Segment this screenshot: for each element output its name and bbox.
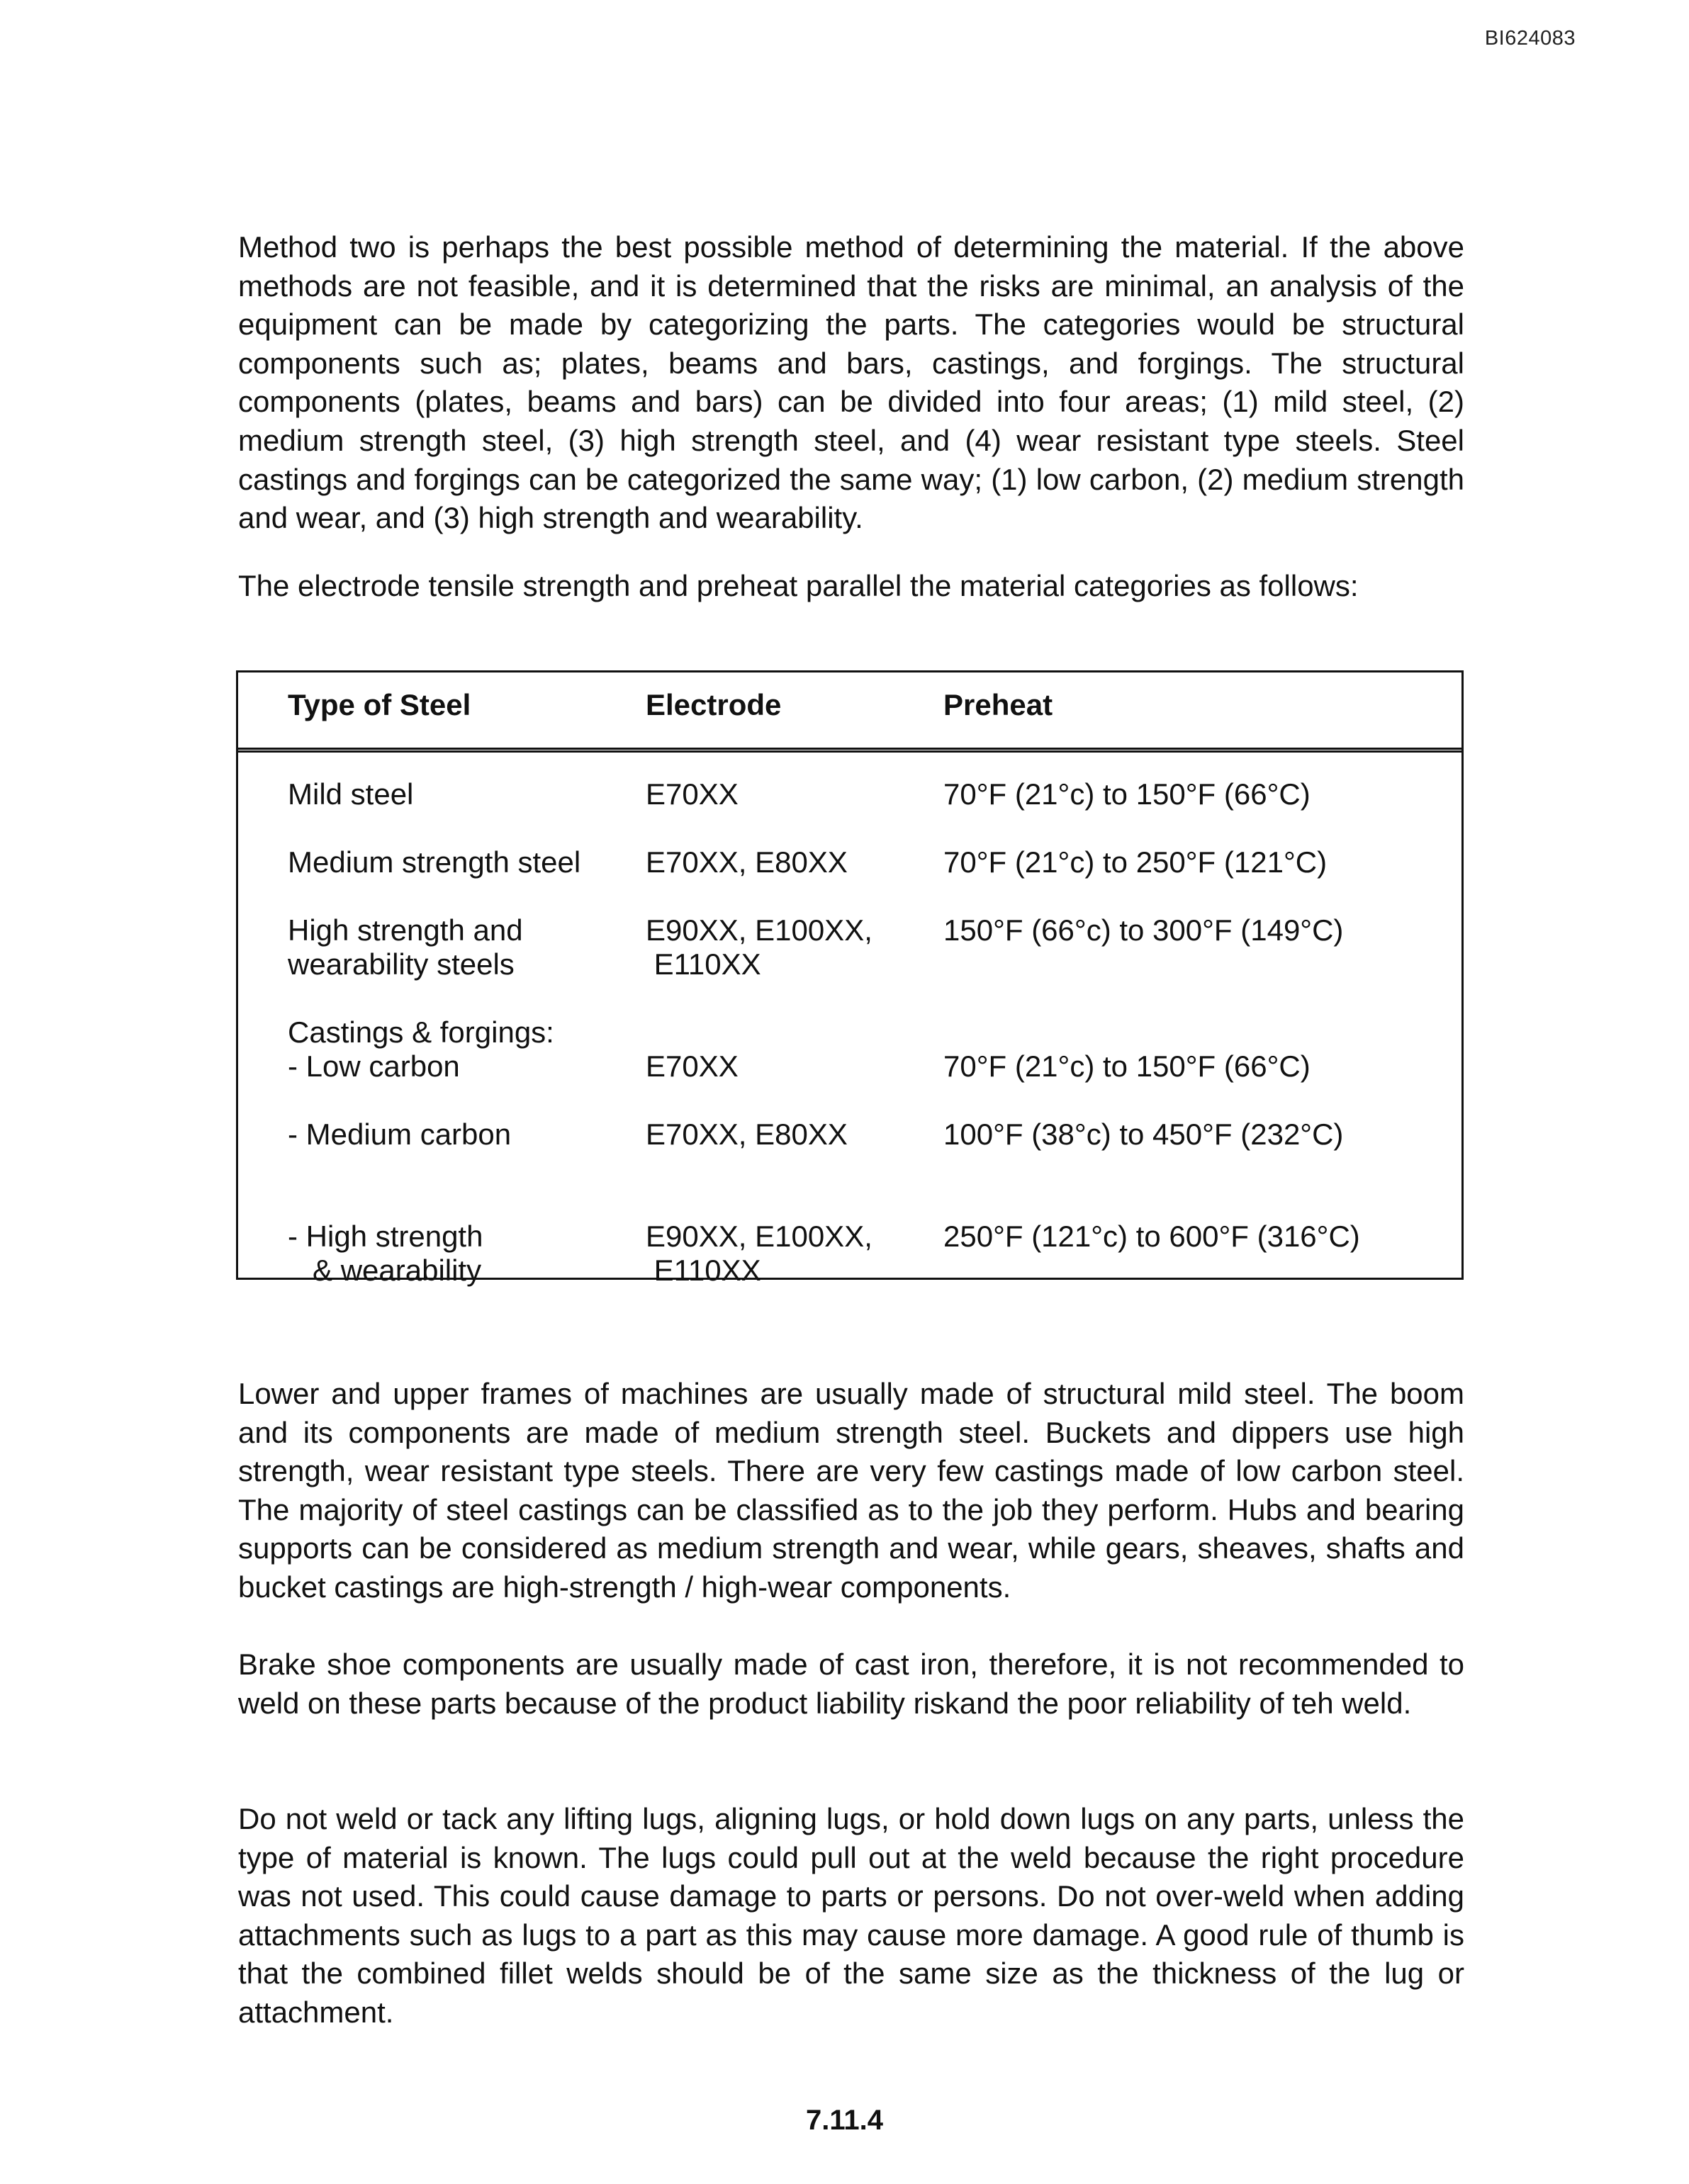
row-high-strength-electrode: E90XX, E100XX, E110XX xyxy=(646,913,872,981)
paragraph-brake-shoe: Brake shoe components are usually made of cast iron, therefore, it is not recommended to weld on these parts because of the product liability riskand the poor reliability of teh weld. xyxy=(238,1648,1464,1720)
row-medium-carbon-preheat: 100°F (38°c) to 450°F (232°C) xyxy=(943,1118,1344,1151)
header-electrode: Electrode xyxy=(646,688,782,721)
castings-forgings-label: Castings & forgings: xyxy=(288,1015,554,1049)
row-low-carbon-type: - Low carbon xyxy=(288,1049,460,1083)
paragraph-frames: Lower and upper frames of machines are usually made of structural mild steel. The boom and its components are made of medium strength steel. Buckets and dippers use high strength, wear resistant type steels. There are very few castings made of low carbon steel. The majority of steel castings can be classified as to the job they perform. Hubs and bearing supports can be considered as medium strength and wear, while gears, sheaves, shafts and bucket castings are high-strength / high-wear components. xyxy=(238,1377,1464,1604)
row-high-strength-wearability-preheat: 250°F (121°c) to 600°F (316°C) xyxy=(943,1220,1360,1253)
steel-electrode-preheat-table xyxy=(236,670,1464,1287)
row-high-strength-preheat: 150°F (66°c) to 300°F (149°C) xyxy=(943,913,1344,947)
row-low-carbon-preheat: 70°F (21°c) to 150°F (66°C) xyxy=(943,1049,1311,1083)
row-mild-steel-preheat: 70°F (21°c) to 150°F (66°C) xyxy=(943,777,1311,811)
row-mild-steel-electrode: E70XX xyxy=(646,777,739,811)
row-medium-carbon-electrode: E70XX, E80XX xyxy=(646,1118,848,1151)
document-id: BI624083 xyxy=(1484,27,1576,50)
header-preheat: Preheat xyxy=(943,688,1053,721)
row-high-strength-type: High strength and wearability steels xyxy=(288,913,523,981)
row-low-carbon-electrode: E70XX xyxy=(646,1049,739,1083)
page-number: 7.11.4 xyxy=(805,2105,883,2136)
header-type-of-steel: Type of Steel xyxy=(288,688,471,721)
row-mild-steel-type: Mild steel xyxy=(288,777,414,811)
paragraph-method-two: Method two is perhaps the best possible method of determining the material. If the above methods are not feasible, and it is determined that the risks are minimal, an analysis of the equipment can be made by categorizing the parts. The categories would be structural components such as; plates, beams and bars, castings, and forgings. The structural components (plates, beams and bars) can be divided into four areas; (1) mild steel, (2) medium strength steel, (3) high strength steel, and (4) wear resistant type steels. Steel castings and forgings can be categorized the same way; (1) low carbon, (2) medium strength and wear, and (3) high strength and wearability. xyxy=(238,230,1464,535)
row-medium-carbon-type: - Medium carbon xyxy=(288,1118,512,1151)
header-double-rule xyxy=(238,750,1461,757)
row-medium-strength-preheat: 70°F (21°c) to 250°F (121°C) xyxy=(943,845,1328,879)
paragraph-table-intro: The electrode tensile strength and preheat parallel the material categories as follows: xyxy=(238,569,1359,602)
paragraph-lugs: Do not weld or tack any lifting lugs, aligning lugs, or hold down lugs on any parts, unless the type of material is known. The lugs could pull out at the weld because the right procedure was not used. This could cause damage to parts or persons. Do not over-weld when adding attachments such as lugs to a part as this may cause more damage. A good rule of thumb is that the combined fillet welds should be of the same size as the thickness of the lug or attachment. xyxy=(238,1802,1464,2029)
row-medium-strength-electrode: E70XX, E80XX xyxy=(646,845,848,879)
row-high-strength-wearability-type: - High strength & wearability xyxy=(288,1220,483,1287)
table-header-row xyxy=(238,672,1461,750)
row-high-strength-wearability-electrode: E90XX, E100XX, E110XX xyxy=(646,1220,872,1287)
row-medium-strength-type: Medium strength steel xyxy=(288,845,581,879)
